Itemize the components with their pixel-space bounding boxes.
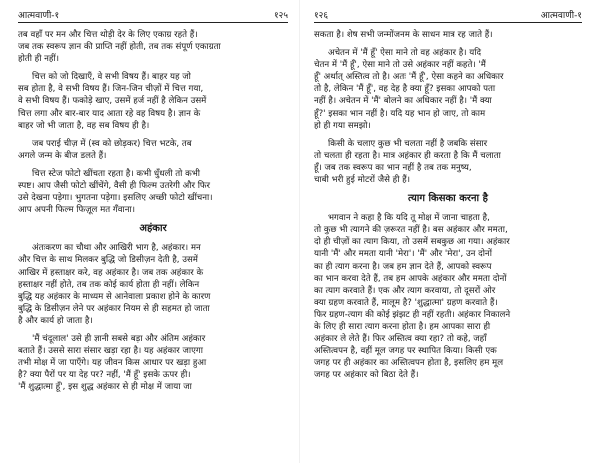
text-line: चेतन में 'मैं हूँ', ऐसा माने तो उसे अहंकार नहीं कहते। 'मैं [314,60,486,71]
section-heading-tyag: त्याग किसका करना है [408,193,488,205]
text-line: चित्त स्टेज फोटो खींचता रहता है। कभी धुँधली तो कभी [32,168,201,179]
text-line: हूँ?' इसका भान नहीं है। यदि यह भान हो जाए, तो काम [314,108,486,119]
text-line: होती ही नहीं। [18,54,59,65]
text-line: नहीं है। अचेतन में 'मैं' बोलने का अधिकार नहीं है। 'मैं क्या [314,96,492,107]
text-line: बुद्धि के डिसीज़न लेने पर अहंकार नियम से ही सहमत हो जाता [18,303,210,314]
text-line: का त्याग करवाते हैं। एक और त्याग करवाया, तो दूसरों ओर [314,285,496,296]
text-line: आप अपनी फिल्म फिज़ूल मत गँवाना। [18,205,135,216]
text-line: तो है, लेकिन 'मैं हूँ', वह देह है क्या हूँ? इसका आपको पता [314,84,496,95]
text-line: अंतःकरण का चौथा और आखिरी भाग है, अहंकार। मन [32,243,201,254]
text-line: आखिर में हस्ताक्षर करे, वह अहंकार है। जब तक अहंकार के [18,267,204,278]
text-line: चाबी भरी हुई मोटरों जैसे ही हैं। [314,175,411,186]
text-line: सकता है। शेष सभी जन्मोंजनम के साधन मात्र रह जाते हैं। [314,30,493,40]
left-header-title: आत्मवाणी-१ [18,11,60,21]
text-line: का भान करवा देते हैं, तब हम आपके अहंकार और ममता दोनों [314,273,507,284]
text-line: अहंकार ले लेते हैं। फिर अस्तित्व क्या रहा? तो कहे, जहाँ [314,334,487,345]
text-line: अस्तित्वपन है, वहीं मूल जगह पर स्थापित किया। किसी एक [314,346,497,357]
text-line: है और कार्य हो जाता है। [18,315,93,326]
right-page-header [314,10,582,23]
text-line: जगह पर ही अहंकार का अस्तित्वपन होता है, इसलिए हम मूल [314,358,504,369]
text-line: सब होता है, वे सभी विषय हैं। जिन-जिन चीज़ों में चित्त गया, [18,84,204,95]
text-line: स्पष्ट। आप जैसी फोटो खींचेंगे, वैसी ही फिल्म उतरेगी और फिर [18,181,211,192]
left-para-1 [18,29,288,65]
text-line: तो कुछ भी त्यागने की ज़रूरत नहीं है। बस अहंकार और ममता, [314,225,508,236]
right-para-1 [314,29,582,41]
text-line: के लिए ही सारा त्याग करना होता है। हम आपका सारा ही [314,321,491,332]
right-page [300,0,600,463]
left-para-6 [18,333,288,393]
right-para-3 [314,138,582,186]
text-line: वे सभी विषय हैं। फकोड़े खाए, उसमें हर्ज नहीं है लेकिन उसमें [18,96,207,107]
text-line: अचेतन में 'मैं हूँ' ऐसा माने तो वह अहंकार है। यदि [328,48,482,59]
text-line: तभी मोक्ष में जा पाएँगे। यह जीवन किस आधार पर खड़ा हुआ [18,358,207,369]
text-line: का ही त्याग करना है। जब हम ज्ञान देते हैं, आपको स्वरूप [314,261,492,272]
text-line: दो ही चीज़ों का त्याग किया, तो उसमें सबकुछ आ गया। अहंकार [314,237,510,248]
text-line: क्या ग्रहण करवाते हैं, मालूम है? 'शुद्धात्मा' ग्रहण करवाते हैं। [314,297,498,308]
text-line: यानी 'मैं' और ममता यानी 'मेरा'। 'मैं' और 'मेरा', उन दोनों [314,249,492,260]
right-page-number: १२६ [314,11,329,21]
text-line: भगवान ने कहा है कि यदि तू मोक्ष में जाना चाहता है, [328,213,490,224]
right-header-title: आत्मवाणी-१ [540,11,582,21]
text-line: और चित्त के साथ मिलकर बुद्धि जो डिसीज़न देती है, उसमें [18,255,198,266]
text-line: चित्त लगा और बार-बार याद आता रहे वह विषय है। ज्ञान के [18,108,201,119]
left-page-header [18,10,288,23]
section-heading-ahankar: अहंकार [139,223,167,235]
text-line: उसे देखना पड़ेगा। भुगतना पड़ेगा। इसलिए अच्छी फोटो खींचना। [18,193,213,204]
left-para-5 [18,242,288,327]
text-line: फिर ग्रहण-त्याग की कोई झंझट ही नहीं रहती। अहंकार निकालने [314,309,511,320]
text-line: तब वहाँ पर मन और चित्त थोड़ी देर के लिए एकाग्र रहते हैं। [18,30,198,40]
text-line: हो ही गया समझो। [314,120,371,131]
right-para-2 [314,47,582,132]
text-line: किसी के चलाए कुछ भी चलता नहीं है जबकि संसार [328,138,488,149]
text-line: है? क्या पैरों पर या देह पर? नहीं, 'मैं हूँ' इसके ऊपर ही। [18,370,191,381]
text-line: तो चलता ही रहता है। मात्र अहंकार ही करता है कि मैं चलाता [314,150,501,161]
right-para-4 [314,212,582,381]
text-line: 'मैं शुद्धात्मा हूँ', इस शुद्ध अहंकार से ही मोक्ष में जाया जा [18,382,192,393]
left-para-2 [18,71,288,131]
text-line: जब पराई चीज़ में (स्व को छोड़कर) चित्त भटके, तब [32,138,192,149]
text-line: हस्ताक्षर नहीं होते, तब तक कोई कार्य होता ही नहीं। लेकिन [18,279,200,290]
text-line: बुद्धि यह अहंकार के माध्यम से आनेवाला प्रकाश होने के कारण [18,291,211,302]
left-para-3 [18,138,288,162]
left-para-4 [18,168,288,216]
text-line: 'मैं चंदूलाल' उसे ही ज्ञानी सबसे बड़ा और अंतिम अहंकार [32,333,206,344]
left-page-number: १२५ [273,11,288,21]
text-line: बाहर जो भी जाता है, वह सब विषय ही है। [18,120,150,131]
text-line: अगले जन्म के बीज डलते हैं। [18,150,107,161]
text-line: बताते हैं। उससे सारा संसार खड़ा रहा है। यह अहंकार जाएगा [18,346,203,357]
text-line: जब तक स्वरूप ज्ञान की प्राप्ति नहीं होती, तब तक संपूर्ण एकाग्रता [18,42,221,53]
text-line: हूँ' अर्थात् अस्तित्व तो है। अतः 'मैं हूँ', ऐसा कहने का अधिकार [314,72,504,83]
text-line: हूँ। जब तक स्वरूप का भान नहीं है तब तक मनुष्य, [314,162,472,173]
text-line: चित्त को जो दिखाएँ, वे सभी विषय हैं। बाहर यह जो [32,72,191,83]
text-line: जगह पर अहंकार को बिठा देते हैं। [314,370,419,381]
